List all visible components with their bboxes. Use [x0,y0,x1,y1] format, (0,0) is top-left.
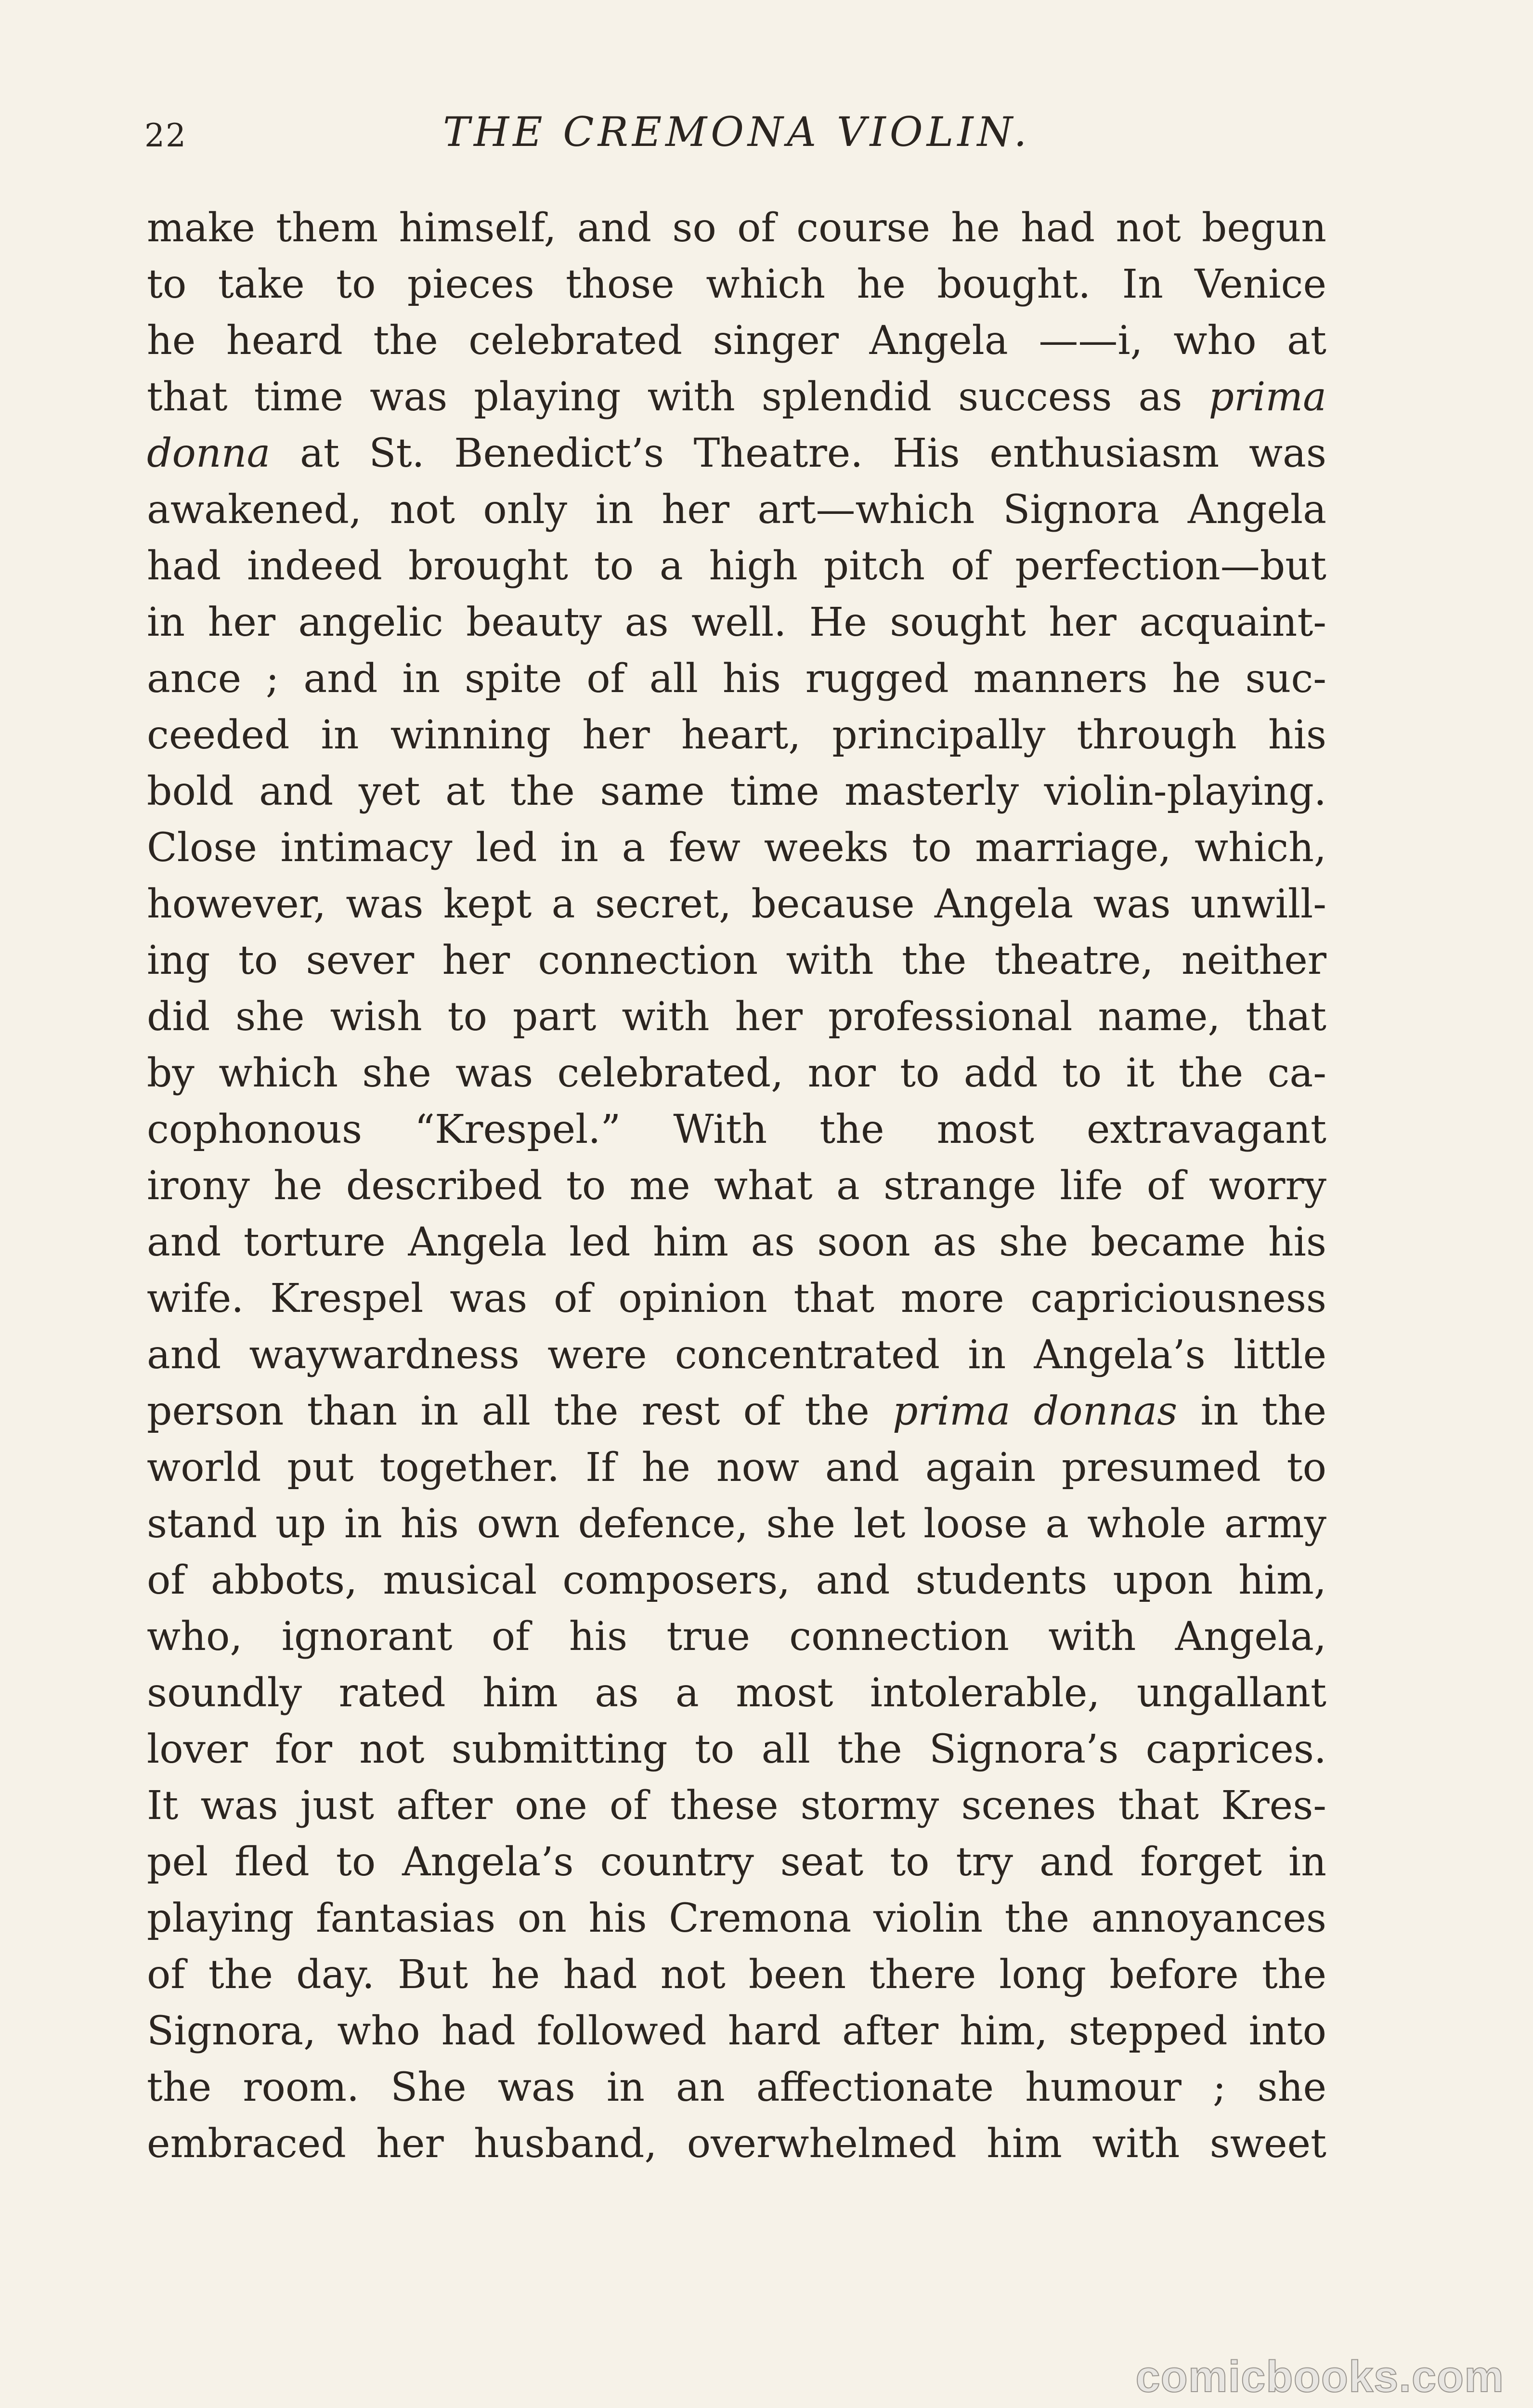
text-segment: person than in all the rest of the [147,1388,893,1434]
text-line [147,482,1326,538]
text-segment: playing fantasias on his Cremona violin the annoyances [147,1896,1326,1941]
text-segment: lover for not submitting to all the Signora’s caprices. [147,1727,1326,1772]
text-line [147,538,1326,594]
running-title: THE CREMONA VIOLIN. [443,108,1031,156]
text-line [147,820,1326,876]
text-segment: make them himself, and so of course he had not begun [147,205,1326,251]
text-line [147,1778,1326,1834]
text-segment: Signora, who had followed hard after him, stepped into [147,2008,1326,2054]
text-segment: ceeded in winning her heart, principally through his [147,712,1326,758]
text-segment: he heard the celebrated singer Angela ——i, who at [147,318,1326,364]
text-segment: wife. Krespel was of opinion that more capriciousness [147,1276,1326,1322]
text-segment: and torture Angela led him as soon as she became his [147,1219,1326,1265]
text-line [147,313,1326,369]
page-number: 22 [144,117,187,154]
text-line [147,1270,1326,1327]
text-line [147,1101,1326,1158]
text-line [147,1496,1326,1552]
text-segment: the room. She was in an affectionate humour ; she [147,2065,1326,2110]
text-segment: that time was playing with splendid success as [147,374,1209,420]
text-line [147,1383,1326,1440]
text-segment: stand up in his own defence, she let loose a whole army [147,1501,1326,1547]
text-line [147,2116,1326,2172]
text-segment: had indeed brought to a high pitch of perfection—but [147,543,1326,589]
text-line [147,1327,1326,1383]
text-line [147,1045,1326,1101]
text-segment: ing to sever her connection with the theatre, neither [147,938,1326,983]
text-line [147,932,1326,989]
text-segment: pel fled to Angela’s country seat to try and forget in [147,1839,1326,1885]
text-line [147,369,1326,425]
italic-text-segment: prima donnas [893,1388,1178,1434]
text-line [147,1440,1326,1496]
text-line [147,1552,1326,1609]
text-segment: in her angelic beauty as well. He sought her acquaint- [147,600,1326,645]
text-segment: of abbots, musical composers, and students upon him, [147,1557,1326,1603]
text-line [147,1609,1326,1665]
text-segment: at St. Benedict’s Theatre. His enthusiasm was [270,431,1326,476]
text-segment: bold and yet at the same time masterly violin-playing. [147,769,1326,814]
text-segment: who, ignorant of his true connection with Angela, [147,1614,1326,1660]
text-line [147,763,1326,820]
text-segment: in the [1177,1388,1326,1434]
text-segment: Close intimacy led in a few weeks to marriage, which, [147,825,1326,871]
text-segment: to take to pieces those which he bought. In Venice [147,262,1326,307]
body-text [147,200,1326,2172]
text-segment: of the day. But he had not been there long before the [147,1952,1326,1998]
text-line [147,2059,1326,2116]
text-segment: soundly rated him as a most intolerable, ungallant [147,1670,1326,1716]
text-segment: It was just after one of these stormy scenes that Kres- [147,1783,1326,1829]
text-segment: embraced her husband, overwhelmed him with sweet [147,2121,1326,2167]
text-segment: ance ; and in spite of all his rugged manners he suc- [147,656,1326,702]
text-line [147,1214,1326,1270]
text-segment: and waywardness were concentrated in Angela’s little [147,1332,1326,1378]
watermark-logo: comicbooks.com [1135,2352,1504,2401]
text-line [147,989,1326,1045]
text-line [147,1834,1326,1890]
text-line [147,1665,1326,1721]
text-line [147,1890,1326,1947]
text-segment: however, was kept a secret, because Angela was unwill- [147,881,1326,927]
text-line [147,200,1326,256]
text-line [147,651,1326,707]
text-segment: world put together. If he now and again presumed to [147,1445,1326,1491]
text-segment: cophonous “Krespel.” With the most extravagant [147,1107,1326,1152]
text-line [147,1158,1326,1214]
text-segment: by which she was celebrated, nor to add to it the ca- [147,1050,1326,1096]
text-line [147,594,1326,651]
page-header [144,108,1329,161]
text-line [147,425,1326,482]
text-line [147,256,1326,313]
text-segment: irony he described to me what a strange life of worry [147,1163,1326,1209]
text-line [147,2003,1326,2059]
text-line [147,876,1326,932]
italic-text-segment: prima [1208,374,1326,420]
italic-text-segment: donna [147,431,271,476]
text-line [147,707,1326,763]
text-line [147,1721,1326,1778]
text-line [147,1947,1326,2003]
text-segment: awakened, not only in her art—which Signora Angela [147,487,1326,533]
text-segment: did she wish to part with her professional name, that [147,994,1326,1040]
